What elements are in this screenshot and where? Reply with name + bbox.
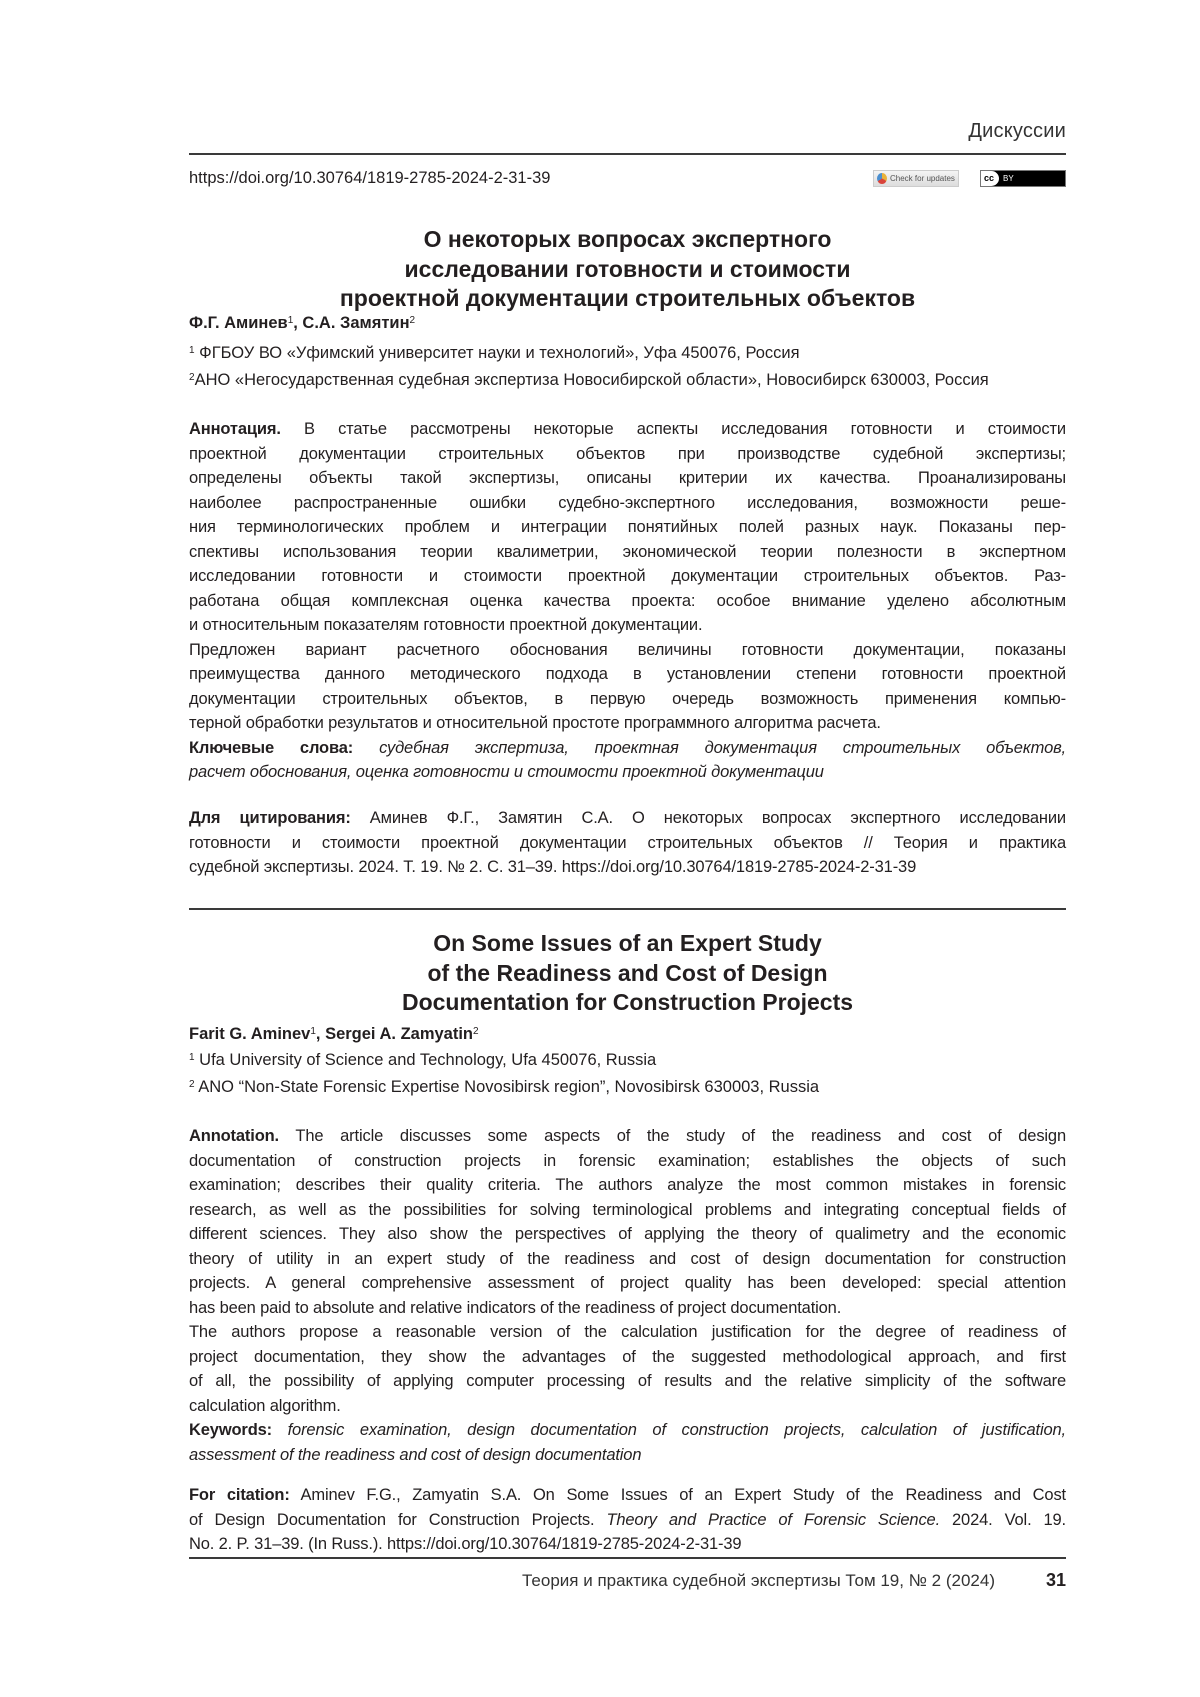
keywords-text: assessment of the readiness and cost of design documentation (189, 1443, 1066, 1468)
keywords-label: Keywords: (189, 1421, 272, 1439)
aff-text: Ufa University of Science and Technology, Ufa 450076, Russia (199, 1051, 656, 1069)
en-annotation (189, 1124, 1066, 1467)
title-line: проектной документации строительных объектов (189, 284, 1066, 314)
text-line: of all, the possibility of applying computer processing of results and the relative simplicity of the software (189, 1369, 1066, 1394)
annotation-label: Аннотация. (189, 420, 281, 438)
keywords-label: Ключевые слова: (189, 739, 353, 757)
journal-name: Theory and Practice of Forensic Science. (606, 1511, 940, 1529)
annotation-label: Annotation. (189, 1127, 279, 1145)
footer-rule (189, 1557, 1066, 1559)
aff-sup: 1 (189, 1052, 195, 1063)
author-name: Sergei A. Zamyatin (325, 1025, 473, 1043)
affiliation (189, 367, 1066, 394)
author-sep: , (316, 1025, 325, 1043)
ru-title (189, 225, 1066, 314)
text-line: судебной экспертизы. 2024. Т. 19. № 2. С. 31–39. https://doi.org/10.30764/1819-2785-2024-2-31-39 (189, 855, 1066, 880)
affiliation (189, 1047, 1066, 1074)
author-sep: , (293, 314, 302, 332)
title-line: О некоторых вопросах экспертного (189, 225, 1066, 255)
keywords-text: расчет обоснования, оценка готовности и стоимости проектной документации (189, 760, 1066, 785)
check-updates-label: Check for updates (890, 174, 955, 183)
author-name: Farit G. Aminev (189, 1025, 310, 1043)
title-line: Documentation for Construction Projects (189, 988, 1066, 1018)
section-divider (189, 908, 1066, 910)
text-line: готовности и стоимости проектной документации строительных объектов // Теория и практика (189, 831, 1066, 856)
text-line: of Design Documentation for Construction Projects. (189, 1511, 606, 1529)
text-line: преимущества данного методического подхода в установлении степени готовности проектной (189, 662, 1066, 687)
check-for-updates-badge[interactable] (873, 170, 959, 187)
text-line: projects. A general comprehensive assessment of project quality has been developed: special attention (189, 1271, 1066, 1296)
text-line: документации строительных объектов, в первую очередь возможность применения компью- (189, 687, 1066, 712)
text-line: ния терминологических проблем и интеграции понятийных полей разных наук. Показаны пер- (189, 515, 1066, 540)
author-name: С.А. Замятин (302, 314, 409, 332)
author-sup: 2 (473, 1026, 479, 1037)
text-line: работана общая комплексная оценка качества проекта: особое внимание уделено абсолютным (189, 589, 1066, 614)
text-line: и относительным показателям готовности проектной документации. (189, 613, 1066, 638)
text-line: The article discusses some aspects of the study of the readiness and cost of design (279, 1127, 1066, 1145)
text-line: определены объекты такой экспертизы, описаны критерии их качества. Проанализированы (189, 466, 1066, 491)
text-line: calculation algorithm. (189, 1394, 1066, 1419)
section-label: Дискуссии (968, 120, 1066, 143)
author-sup: 1 (310, 1026, 316, 1037)
doi-link[interactable]: https://doi.org/10.30764/1819-2785-2024-2-31-39 (189, 166, 1066, 190)
aff-sup: 2 (189, 1079, 195, 1090)
author-sup: 1 (288, 315, 294, 326)
en-affiliations (189, 1047, 1066, 1100)
aff-text: АНО «Негосударственная судебная экспертиза Новосибирской области», Новосибирск 630003, Россия (195, 371, 989, 389)
cc-icon: cc (981, 171, 999, 186)
text-line: В статье рассмотрены некоторые аспекты исследования готовности и стоимости (281, 420, 1066, 438)
ru-affiliations (189, 340, 1066, 393)
aff-sup: 2 (189, 372, 195, 383)
aff-text: ФГБОУ ВО «Уфимский университет науки и технологий», Уфа 450076, Россия (199, 344, 799, 362)
page-number: 31 (1046, 1570, 1066, 1591)
aff-text: ANO “Non-State Forensic Expertise Novosibirsk region”, Novosibirsk 630003, Russia (198, 1078, 819, 1096)
text-line: терной обработки результатов и относительной простоте программного алгоритма расчета. (189, 711, 1066, 736)
text-line: No. 2. P. 31–39. (In Russ.). https://doi.org/10.30764/1819-2785-2024-2-31-39 (189, 1532, 1066, 1557)
aff-sup: 1 (189, 345, 195, 356)
author-sup: 2 (410, 315, 416, 326)
footer-journal: Теория и практика судебной экспертизы Том 19, № 2 (2024) (522, 1571, 995, 1591)
citation-label: Для цитирования: (189, 809, 351, 827)
en-title (189, 929, 1066, 1018)
text-line: 2024. Vol. 19. (940, 1511, 1066, 1529)
title-line: On Some Issues of an Expert Study (189, 929, 1066, 959)
text-line: project documentation, they show the advantages of the suggested methodological approach, and first (189, 1345, 1066, 1370)
text-line: documentation of construction projects in forensic examination; establishes the objects of such (189, 1149, 1066, 1174)
text-line: проектной документации строительных объектов при производстве судебной экспертизы; (189, 442, 1066, 467)
en-authors (189, 1022, 1066, 1046)
text-line: Предложен вариант расчетного обоснования величины готовности документации, показаны (189, 638, 1066, 663)
text-line: спективы использования теории квалиметрии, экономической теории полезности в экспертном (189, 540, 1066, 565)
text-line: Aminev F.G., Zamyatin S.A. On Some Issues of an Expert Study of the Readiness and Cost (290, 1486, 1066, 1504)
text-line: наиболее распространенные ошибки судебно-экспертного исследования, возможности реше- (189, 491, 1066, 516)
affiliation (189, 340, 1066, 367)
text-line: research, as well as the possibilities for solving terminological problems and integrating conceptual fields of (189, 1198, 1066, 1223)
affiliation (189, 1074, 1066, 1101)
citation-label: For citation: (189, 1486, 290, 1504)
text-line: examination; describes their quality criteria. The authors analyze the most common mistakes in forensic (189, 1173, 1066, 1198)
keywords-text: forensic examination, design documentation of construction projects, calculation of justification, (272, 1421, 1066, 1439)
cc-by-license-badge[interactable] (980, 170, 1066, 187)
text-line: Аминев Ф.Г., Замятин С.А. О некоторых вопросах экспертного исследовании (351, 809, 1066, 827)
text-line: The authors propose a reasonable version of the calculation justification for the degree of readiness of (189, 1320, 1066, 1345)
title-line: исследовании готовности и стоимости (189, 255, 1066, 285)
title-line: of the Readiness and Cost of Design (189, 959, 1066, 989)
text-line: theory of utility in an expert study of the readiness and cost of design documentation for construction (189, 1247, 1066, 1272)
header-rule (189, 153, 1066, 155)
ru-citation (189, 806, 1066, 880)
author-name: Ф.Г. Аминев (189, 314, 288, 332)
en-citation (189, 1483, 1066, 1557)
text-line: different sciences. They also show the perspectives of applying the theory of qualimetry and the economic (189, 1222, 1066, 1247)
text-line: исследовании готовности и стоимости проектной документации строительных объектов. Раз- (189, 564, 1066, 589)
crossmark-icon (877, 173, 887, 184)
keywords-text: судебная экспертиза, проектная документация строительных объектов, (353, 739, 1066, 757)
text-line: has been paid to absolute and relative indicators of the readiness of project documentation. (189, 1296, 1066, 1321)
by-label: BY (1003, 174, 1014, 183)
ru-annotation (189, 417, 1066, 785)
ru-authors (189, 311, 1066, 335)
